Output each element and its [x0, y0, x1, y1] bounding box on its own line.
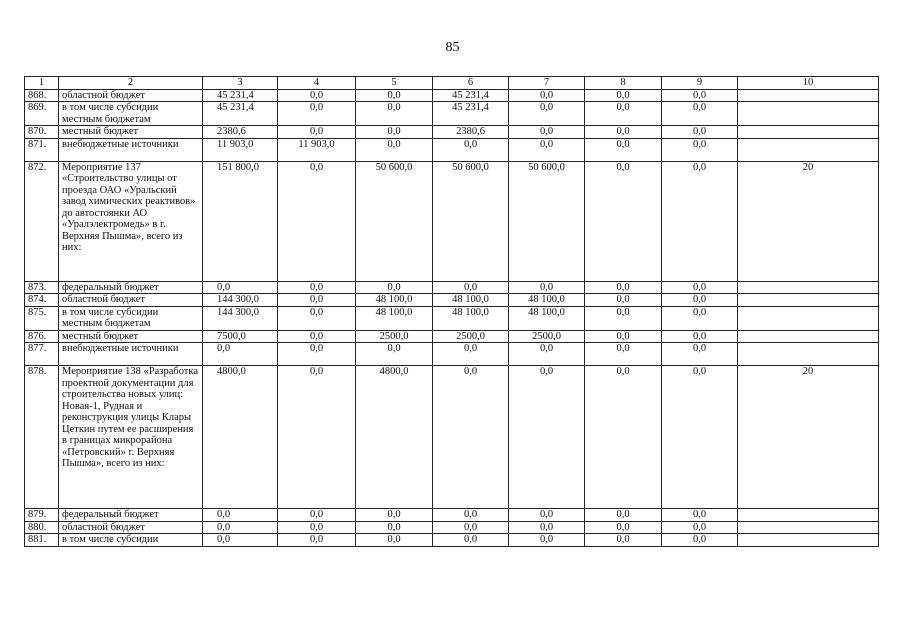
value-cell — [738, 330, 879, 343]
value-cell: 2500,0 — [509, 330, 585, 343]
row-number-cell: 872. — [25, 161, 59, 281]
row-number-cell: 877. — [25, 343, 59, 366]
budget-table — [24, 76, 879, 547]
row-name-cell: внебюджетные источники — [59, 343, 203, 366]
value-cell: 11 903,0 — [203, 138, 278, 161]
value-cell: 0,0 — [433, 281, 509, 294]
value-cell: 45 231,4 — [203, 89, 278, 102]
value-cell: 0,0 — [356, 534, 433, 547]
value-cell: 0,0 — [203, 343, 278, 366]
table-row — [25, 294, 879, 307]
value-cell — [738, 138, 879, 161]
value-cell: 0,0 — [356, 89, 433, 102]
value-cell: 0,0 — [356, 126, 433, 139]
value-cell: 0,0 — [662, 102, 738, 126]
value-cell: 2380,6 — [203, 126, 278, 139]
value-cell: 48 100,0 — [433, 294, 509, 307]
value-cell: 48 100,0 — [356, 294, 433, 307]
header-cell: 4 — [278, 77, 356, 90]
value-cell: 0,0 — [585, 161, 662, 281]
row-name-cell: в том числе субсидии местным бюджетам — [59, 306, 203, 330]
value-cell: 0,0 — [278, 521, 356, 534]
value-cell: 45 231,4 — [203, 102, 278, 126]
value-cell: 0,0 — [585, 366, 662, 509]
table-row — [25, 509, 879, 522]
value-cell: 0,0 — [509, 534, 585, 547]
value-cell: 0,0 — [278, 366, 356, 509]
value-cell: 11 903,0 — [278, 138, 356, 161]
value-cell: 50 600,0 — [433, 161, 509, 281]
value-cell: 0,0 — [662, 294, 738, 307]
value-cell: 0,0 — [433, 138, 509, 161]
value-cell — [738, 281, 879, 294]
value-cell: 0,0 — [662, 534, 738, 547]
value-cell: 0,0 — [509, 343, 585, 366]
value-cell: 0,0 — [433, 509, 509, 522]
value-cell: 0,0 — [356, 509, 433, 522]
value-cell — [738, 102, 879, 126]
value-cell: 48 100,0 — [356, 306, 433, 330]
table-row — [25, 534, 879, 547]
value-cell: 0,0 — [509, 509, 585, 522]
value-cell: 0,0 — [278, 89, 356, 102]
table-row — [25, 281, 879, 294]
table-row — [25, 138, 879, 161]
page-number: 85 — [445, 40, 460, 55]
row-name-cell: федеральный бюджет — [59, 281, 203, 294]
row-name-cell: местный бюджет — [59, 330, 203, 343]
header-cell: 2 — [59, 77, 203, 90]
header-cell: 7 — [509, 77, 585, 90]
row-number-cell: 880. — [25, 521, 59, 534]
value-cell: 0,0 — [433, 343, 509, 366]
value-cell — [738, 89, 879, 102]
value-cell: 0,0 — [662, 343, 738, 366]
table-row — [25, 366, 879, 509]
value-cell: 0,0 — [278, 509, 356, 522]
value-cell: 4800,0 — [203, 366, 278, 509]
value-cell: 0,0 — [278, 281, 356, 294]
value-cell — [738, 521, 879, 534]
value-cell: 48 100,0 — [509, 294, 585, 307]
row-number-cell: 878. — [25, 366, 59, 509]
row-name-cell: в том числе субсидии местным бюджетам — [59, 102, 203, 126]
header-cell: 8 — [585, 77, 662, 90]
value-cell: 45 231,4 — [433, 89, 509, 102]
value-cell: 2500,0 — [433, 330, 509, 343]
value-cell: 0,0 — [433, 521, 509, 534]
value-cell — [738, 343, 879, 366]
value-cell: 7500,0 — [203, 330, 278, 343]
value-cell: 144 300,0 — [203, 306, 278, 330]
value-cell: 0,0 — [356, 343, 433, 366]
value-cell: 20 — [738, 161, 879, 281]
value-cell: 0,0 — [585, 521, 662, 534]
row-number-cell: 881. — [25, 534, 59, 547]
value-cell: 0,0 — [356, 521, 433, 534]
value-cell: 0,0 — [509, 281, 585, 294]
value-cell: 0,0 — [585, 330, 662, 343]
value-cell: 0,0 — [662, 330, 738, 343]
value-cell: 0,0 — [203, 521, 278, 534]
value-cell: 0,0 — [278, 343, 356, 366]
value-cell — [738, 534, 879, 547]
value-cell: 0,0 — [203, 534, 278, 547]
value-cell — [738, 126, 879, 139]
value-cell: 20 — [738, 366, 879, 509]
table-row — [25, 161, 879, 281]
header-cell: 9 — [662, 77, 738, 90]
row-name-cell: внебюджетные источники — [59, 138, 203, 161]
row-name-cell: областной бюджет — [59, 89, 203, 102]
value-cell: 0,0 — [509, 366, 585, 509]
table-row — [25, 330, 879, 343]
value-cell: 0,0 — [585, 102, 662, 126]
value-cell — [738, 294, 879, 307]
value-cell: 0,0 — [278, 126, 356, 139]
value-cell: 0,0 — [662, 138, 738, 161]
value-cell: 0,0 — [203, 509, 278, 522]
header-cell: 1 — [25, 77, 59, 90]
value-cell: 0,0 — [278, 294, 356, 307]
value-cell: 0,0 — [509, 102, 585, 126]
row-number-cell: 870. — [25, 126, 59, 139]
value-cell: 0,0 — [433, 534, 509, 547]
value-cell: 0,0 — [662, 89, 738, 102]
value-cell: 144 300,0 — [203, 294, 278, 307]
value-cell: 48 100,0 — [433, 306, 509, 330]
row-number-cell: 875. — [25, 306, 59, 330]
row-name-cell: в том числе субсидии — [59, 534, 203, 547]
table-row — [25, 343, 879, 366]
value-cell: 45 231,4 — [433, 102, 509, 126]
table-row — [25, 89, 879, 102]
value-cell: 0,0 — [356, 138, 433, 161]
value-cell: 0,0 — [509, 521, 585, 534]
header-cell: 3 — [203, 77, 278, 90]
value-cell: 0,0 — [509, 138, 585, 161]
value-cell: 50 600,0 — [509, 161, 585, 281]
value-cell: 0,0 — [433, 366, 509, 509]
row-number-cell: 869. — [25, 102, 59, 126]
table-row — [25, 521, 879, 534]
value-cell: 0,0 — [662, 306, 738, 330]
value-cell: 0,0 — [585, 306, 662, 330]
row-number-cell: 868. — [25, 89, 59, 102]
value-cell: 0,0 — [585, 294, 662, 307]
row-number-cell: 879. — [25, 509, 59, 522]
header-cell: 6 — [433, 77, 509, 90]
value-cell — [738, 509, 879, 522]
row-number-cell: 874. — [25, 294, 59, 307]
row-name-cell: Мероприятие 137 «Строительство улицы от проезда ОАО «Уральский завод химических реактивов» до автостоянки АО «Уралэлектромедь» в г. Верхняя Пышма», всего из них: — [59, 161, 203, 281]
value-cell: 0,0 — [278, 161, 356, 281]
row-number-cell: 873. — [25, 281, 59, 294]
value-cell: 2380,6 — [433, 126, 509, 139]
value-cell: 0,0 — [662, 509, 738, 522]
value-cell — [738, 306, 879, 330]
value-cell: 48 100,0 — [509, 306, 585, 330]
header-cell: 5 — [356, 77, 433, 90]
value-cell: 0,0 — [585, 281, 662, 294]
value-cell: 0,0 — [662, 281, 738, 294]
value-cell: 2500,0 — [356, 330, 433, 343]
value-cell: 0,0 — [278, 102, 356, 126]
table-row — [25, 306, 879, 330]
header-cell: 10 — [738, 77, 879, 90]
value-cell: 4800,0 — [356, 366, 433, 509]
value-cell: 0,0 — [278, 330, 356, 343]
value-cell: 0,0 — [662, 366, 738, 509]
value-cell: 0,0 — [662, 521, 738, 534]
table-header-row — [25, 77, 879, 90]
value-cell: 0,0 — [278, 534, 356, 547]
value-cell: 0,0 — [203, 281, 278, 294]
row-number-cell: 871. — [25, 138, 59, 161]
row-name-cell: местный бюджет — [59, 126, 203, 139]
row-name-cell: областной бюджет — [59, 294, 203, 307]
value-cell: 0,0 — [585, 343, 662, 366]
row-name-cell: областной бюджет — [59, 521, 203, 534]
row-number-cell: 876. — [25, 330, 59, 343]
value-cell: 0,0 — [585, 534, 662, 547]
value-cell: 0,0 — [509, 89, 585, 102]
table-row — [25, 126, 879, 139]
row-name-cell: федеральный бюджет — [59, 509, 203, 522]
value-cell: 0,0 — [278, 306, 356, 330]
row-name-cell: Мероприятие 138 «Разработка проектной документации для строительства новых улиц: Новая-1, Рудная и реконструкция улицы Клары Цеткин путем ее расширения в границах микрорайона «Петровский» г. Верхняя Пышма», всего из них: — [59, 366, 203, 509]
value-cell: 0,0 — [662, 126, 738, 139]
value-cell: 151 800,0 — [203, 161, 278, 281]
value-cell: 50 600,0 — [356, 161, 433, 281]
value-cell: 0,0 — [509, 126, 585, 139]
value-cell: 0,0 — [585, 126, 662, 139]
value-cell: 0,0 — [662, 161, 738, 281]
table-row — [25, 102, 879, 126]
value-cell: 0,0 — [585, 89, 662, 102]
value-cell: 0,0 — [585, 509, 662, 522]
value-cell: 0,0 — [585, 138, 662, 161]
value-cell: 0,0 — [356, 281, 433, 294]
value-cell: 0,0 — [356, 102, 433, 126]
